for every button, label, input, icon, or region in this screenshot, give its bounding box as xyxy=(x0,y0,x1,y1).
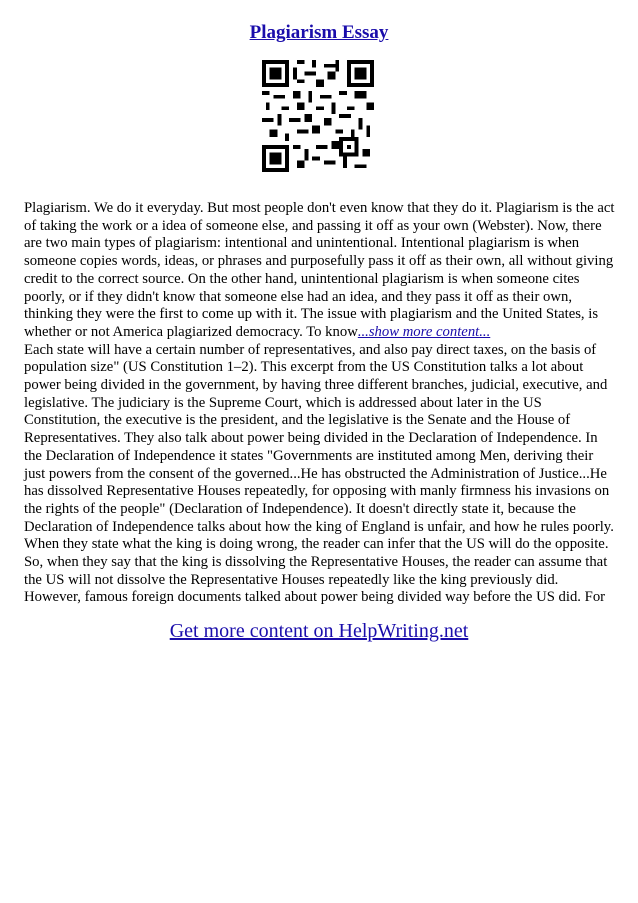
essay-body xyxy=(24,200,616,607)
essay-title-link[interactable]: Plagiarism Essay xyxy=(249,22,389,43)
qr-code-icon xyxy=(262,60,374,172)
essay-paragraph: Each state will have a certain number of representatives, and also pay direct taxes, on the basis of population size" (US Constitution 1–2). This excerpt from the US Constitution talks a lot about power being divided in the government, by having three different branches, judicial, executive, and legislative. The judiciary is the Supreme Court, which is addressed about later in the US Constitution, the executive is the president, and the legislative is the Senate and the House of Representatives. They also talk about power being divided in the Declaration of Independence. In the Declaration of Independence it states "Governments are instituted among Men, deriving their just powers from the consent of the governed...He has obstructed the Administration of Justice...He has dissolved Representative Houses repeatedly, for opposing with manly firmness his invasions on the rights of the people" (Declaration of Independence). It doesn't directly state it, because the Declaration of Independence talks about how the king of England is unfair, and how he rules poorly. When they state what the king is doing wrong, the reader can infer that the US will do the opposite. So, when they say that the king is dissolving the Representative Houses, the reader can assume that the US will not dissolve the Representative Houses repeatedly like the king previously did. However, famous foreign documents talked about power being divided way before the US did. For xyxy=(24,341,614,606)
essay-paragraph xyxy=(24,200,616,342)
paragraph-text: Plagiarism. We do it everyday. But most people don't even know that they do it. Plagiarism is the act of taking the work or a idea of someone else, and passing it off as your own (Webster). Now, there are two main types of plagiarism: intentional and unintentional. Intentional plagiarism is when someone copies words, ideas, or phrases and purposefully pass it off as their own, all without giving credit to the correct source. On the other hand, unintentional plagiarism is when someone cites poorly, or if they didn't know that someone else had an idea, and they pass it off as their own, thinking they were the first to come up with it. The issue with plagiarism and the United States, is whether or not America plagiarized democracy. To know xyxy=(24,200,615,340)
get-more-content-link[interactable]: Get more content on HelpWriting.net xyxy=(169,620,469,642)
show-more-link[interactable]: ...show more content... xyxy=(357,323,491,340)
